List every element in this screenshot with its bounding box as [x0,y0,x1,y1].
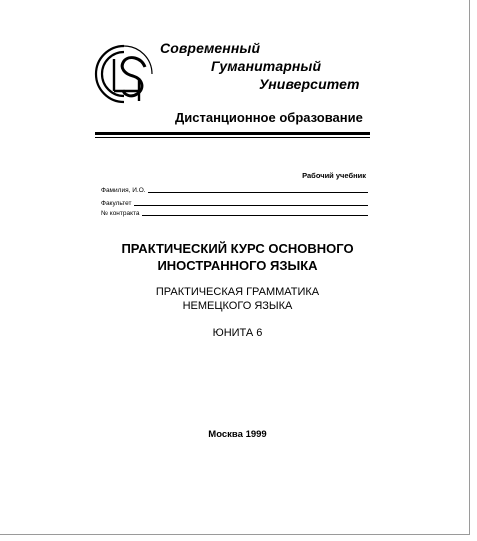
distance-learning-label: Дистанционное образование [175,110,363,125]
header-divider-thin [95,137,370,138]
university-name-line-3: Университет [259,76,360,92]
document-title-line-2: ИНОСТРАННОГО ЯЗЫКА [157,258,318,273]
form-field-label: № контракта [101,210,140,217]
city-year: Москва 1999 [208,429,267,440]
header-divider-thick [95,132,370,135]
university-emblem-icon [93,43,157,105]
form-field-label: Факультет [101,200,132,207]
form-field-label: Фамилия, И.О. [101,187,146,194]
form-field-contract [101,208,368,217]
document-subtitle-line-2: НЕМЕЦКОГО ЯЗЫКА [182,300,293,312]
form-field-line [134,205,368,206]
form-field-faculty [101,198,368,207]
form-field-line [148,192,368,193]
page-edge-bottom [0,534,470,535]
form-field-name [101,185,368,194]
form-field-line [142,215,368,216]
university-name-line-1: Современный [160,40,261,56]
document-subtitle [80,285,395,313]
document-subtitle-line-1: ПРАКТИЧЕСКАЯ ГРАММАТИКА [155,286,320,298]
page-edge-right [469,0,470,535]
workbook-label: Рабочий учебник [302,171,366,180]
university-name-line-2: Гуманитарный [211,58,322,74]
document-title [60,240,415,274]
document-title-line-1: ПРАКТИЧЕСКИЙ КУРС ОСНОВНОГО [121,241,354,256]
unit-label: ЮНИТА 6 [212,327,263,339]
